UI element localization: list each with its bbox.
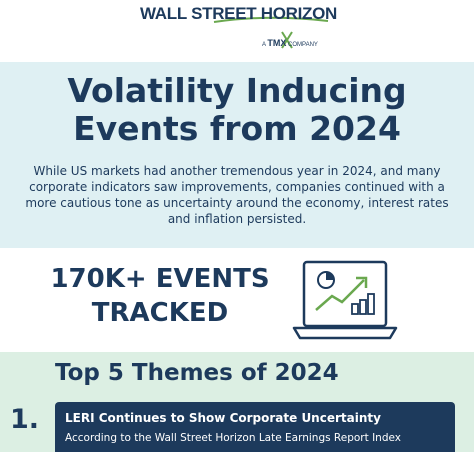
- brand-parent: TMX: [267, 38, 287, 48]
- stat-line2: TRACKED: [91, 298, 229, 328]
- laptop-chart-icon: [290, 258, 400, 342]
- brand-prefix: A: [262, 42, 266, 48]
- theme-card-text: According to the Wall Street Horizon Late Earnings Report Index: [65, 432, 401, 444]
- theme-card-title: LERI Continues to Show Corporate Uncertainty: [65, 411, 381, 425]
- page-title-line2: Events from 2024: [73, 109, 401, 148]
- page-title-line1: Volatility Inducing: [67, 71, 407, 110]
- themes-title: Top 5 Themes of 2024: [55, 360, 339, 386]
- events-tracked-stat: [40, 262, 280, 330]
- brand-logo: WALL STREET HORIZON: [140, 4, 338, 23]
- theme-rank: 1.: [10, 404, 40, 435]
- brand-suffix: COMPANY: [288, 42, 318, 48]
- brand-tagline: [262, 38, 318, 48]
- theme-card: [55, 402, 455, 452]
- hero-description: While US markets had another tremendous year in 2024, and many corporate indicators saw improvements, companies continued with a more cautious tone as uncertainty around the economy, interest rates and inflation persisted.: [25, 164, 449, 226]
- pie-chart-icon: [318, 272, 334, 288]
- page-title: [0, 72, 474, 148]
- stat-line1: 170K+ EVENTS: [50, 264, 270, 294]
